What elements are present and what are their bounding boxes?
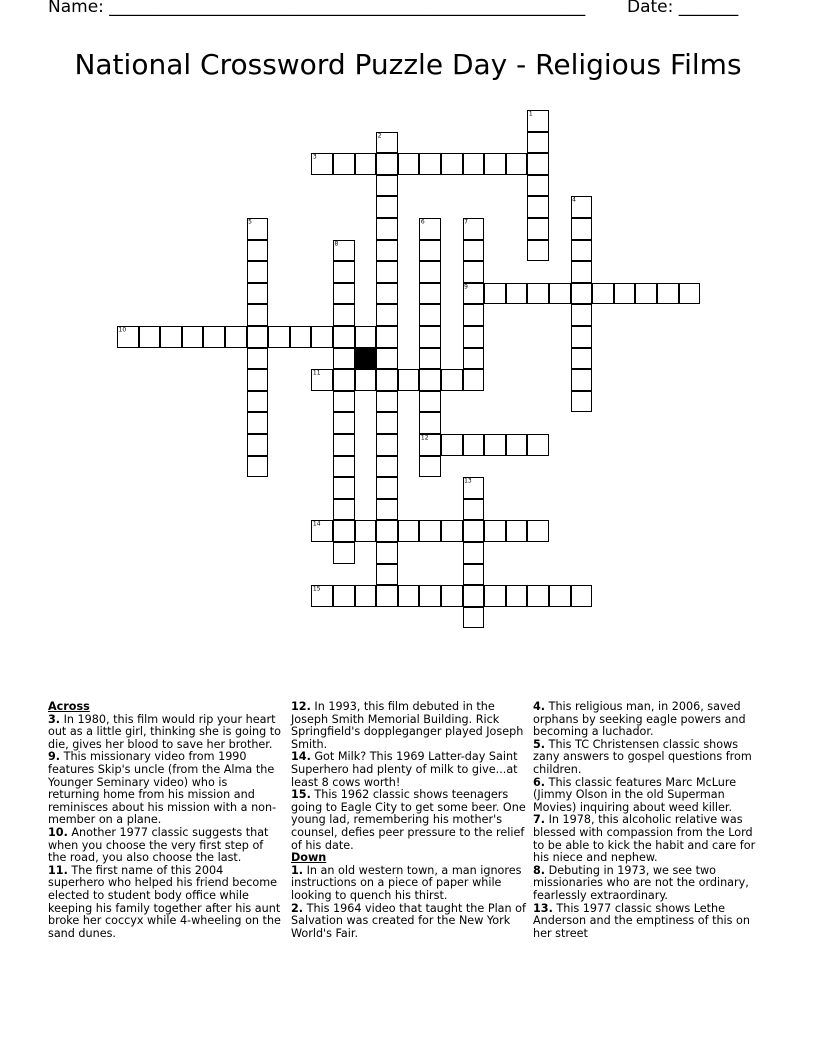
crossword-cell[interactable] <box>247 369 269 391</box>
crossword-cell[interactable] <box>333 585 355 607</box>
crossword-cell[interactable] <box>571 391 593 413</box>
crossword-cell[interactable] <box>463 153 485 175</box>
crossword-cell[interactable] <box>506 585 528 607</box>
crossword-cell[interactable] <box>527 240 549 262</box>
crossword-cell[interactable] <box>247 240 269 262</box>
cell-number: 8 <box>334 240 339 248</box>
crossword-cell[interactable] <box>419 304 441 326</box>
crossword-cell[interactable] <box>333 304 355 326</box>
cell-number: 7 <box>464 218 468 226</box>
cell-number: 10 <box>118 326 127 334</box>
crossword-cell[interactable] <box>571 304 593 326</box>
crossword-cell[interactable] <box>376 412 398 434</box>
crossword-cell[interactable] <box>333 542 355 564</box>
crossword-cell[interactable] <box>268 326 290 348</box>
clue-across-15: 15. This 1962 classic shows teenagers going to Eagle City to get some beer. One young lad, remembering his mother's counsel, defies peer pressure to the relief of his date. <box>291 788 526 852</box>
clue-down-5: 5. This TC Christensen classic shows zany answers to gospel questions from children. <box>533 737 752 776</box>
cell-number: 3 <box>312 153 317 161</box>
cell-number: 15 <box>312 585 321 593</box>
crossword-cell[interactable] <box>614 283 636 305</box>
crossword-cell[interactable] <box>247 348 269 370</box>
cell-number: 1 <box>528 110 533 118</box>
crossword-cell[interactable] <box>506 434 528 456</box>
crossword-cell[interactable] <box>225 326 247 348</box>
crossword-cell[interactable] <box>376 326 398 348</box>
crossword-cell[interactable] <box>376 240 398 262</box>
cell-number: 4 <box>572 196 576 204</box>
clue-across-10: 10. Another 1977 classic suggests that when you choose the very first step of the road, you also choose the last. <box>48 825 269 865</box>
crossword-cell[interactable] <box>506 283 528 305</box>
crossword-cell[interactable] <box>549 585 571 607</box>
crossword-cell[interactable] <box>333 456 355 478</box>
crossword-cell[interactable] <box>333 326 355 348</box>
crossword-cell[interactable] <box>376 348 398 370</box>
crossword-cell[interactable] <box>506 153 528 175</box>
crossword-cell[interactable] <box>484 585 506 607</box>
black-square <box>355 348 377 370</box>
cell-number: 5 <box>248 218 252 226</box>
crossword-cell[interactable] <box>419 240 441 262</box>
crossword-cell[interactable] <box>376 456 398 478</box>
crossword-cell[interactable] <box>333 412 355 434</box>
crossword-cell[interactable] <box>527 283 549 305</box>
crossword-cell[interactable] <box>419 326 441 348</box>
crossword-cell[interactable] <box>333 153 355 175</box>
crossword-cell[interactable] <box>419 585 441 607</box>
cell-number: 2 <box>377 132 382 140</box>
crossword-cell[interactable] <box>419 283 441 305</box>
clue-down-6: 6. This classic features Marc McLure (Jimmy Olson in the old Superman Movies) inquiring about weed killer. <box>533 775 737 814</box>
clue-down-1: 1. In an old western town, a man ignores instructions on a piece of paper while looking to quench his thirst. <box>291 863 522 902</box>
crossword-cell[interactable] <box>441 520 463 542</box>
clue-down-4: 4. This religious man, in 2006, saved orphans by seeking eagle powers and becoming a luchador. <box>533 700 746 739</box>
crossword-cell[interactable] <box>333 477 355 499</box>
crossword-cell[interactable] <box>376 520 398 542</box>
crossword-cell[interactable] <box>484 520 506 542</box>
crossword-cell[interactable] <box>592 283 614 305</box>
crossword-cell[interactable] <box>419 391 441 413</box>
crossword-cell[interactable] <box>333 434 355 456</box>
crossword-cell[interactable] <box>571 240 593 262</box>
cell-number: 13 <box>464 477 472 485</box>
crossword-cell[interactable] <box>419 261 441 283</box>
crossword-cell[interactable] <box>484 153 506 175</box>
crossword-cell[interactable] <box>419 348 441 370</box>
cell-number: 14 <box>312 520 321 528</box>
crossword-cell[interactable] <box>463 348 485 370</box>
crossword-cell[interactable] <box>527 132 549 154</box>
crossword-cell[interactable] <box>506 520 528 542</box>
cell-number: 11 <box>312 369 321 377</box>
crossword-cell[interactable] <box>376 175 398 197</box>
crossword-cell[interactable] <box>376 196 398 218</box>
crossword-cell[interactable] <box>290 326 312 348</box>
crossword-cell[interactable] <box>247 456 269 478</box>
crossword-cell[interactable] <box>376 585 398 607</box>
clue-across-9: 9. This missionary video from 1990 features Skip's uncle (from the Alma the Younger Seminary video) who is returning home from his mission and reminisces about his mission with a non-member on a plane. <box>48 750 277 827</box>
crossword-cell[interactable] <box>376 499 398 521</box>
crossword-cell[interactable] <box>635 283 657 305</box>
clue-across-3: 3. In 1980, this film would rip your heart out as a little girl, thinking she is going to die, gives her blood to save her brother. <box>48 712 281 751</box>
crossword-cell[interactable] <box>160 326 182 348</box>
crossword-cell[interactable] <box>419 369 441 391</box>
crossword-cell[interactable] <box>139 326 161 348</box>
crossword-cell[interactable] <box>398 520 420 542</box>
crossword-cell[interactable] <box>355 326 377 348</box>
crossword-cell[interactable] <box>247 391 269 413</box>
crossword-cell[interactable] <box>247 304 269 326</box>
crossword-cell[interactable] <box>355 520 377 542</box>
crossword-cell[interactable] <box>203 326 225 348</box>
crossword-cell[interactable] <box>247 261 269 283</box>
crossword-cell[interactable] <box>484 283 506 305</box>
crossword-cell[interactable] <box>527 434 549 456</box>
crossword-cell[interactable] <box>527 520 549 542</box>
crossword-cell[interactable] <box>333 369 355 391</box>
crossword-cell[interactable] <box>333 283 355 305</box>
crossword-cell[interactable] <box>247 326 269 348</box>
crossword-cell[interactable] <box>311 326 333 348</box>
crossword-cell[interactable] <box>419 153 441 175</box>
crossword-cell[interactable] <box>441 434 463 456</box>
crossword-cell[interactable] <box>463 520 485 542</box>
crossword-cell[interactable] <box>571 326 593 348</box>
crossword-cell[interactable] <box>571 283 593 305</box>
crossword-cell[interactable] <box>571 261 593 283</box>
crossword-cell[interactable] <box>182 326 204 348</box>
crossword-cell[interactable] <box>398 369 420 391</box>
clues-column-2 <box>291 701 528 940</box>
cell-number: 12 <box>420 434 429 442</box>
clue-down-7: 7. In 1978, this alcoholic relative was blessed with compassion from the Lord to be able to kick the habit and care for his niece and nephew. <box>533 813 756 865</box>
crossword-cell[interactable] <box>355 585 377 607</box>
clue-down-13: 13. This 1977 classic shows Lethe Anderson and the emptiness of this on her street <box>533 901 750 940</box>
crossword-cell[interactable] <box>441 153 463 175</box>
clue-down-8: 8. Debuting in 1973, we see two missionaries who are not the ordinary, fearlessly extraordinary. <box>533 863 749 902</box>
crossword-cell[interactable] <box>376 391 398 413</box>
crossword-cell[interactable] <box>398 585 420 607</box>
crossword-cell[interactable] <box>463 304 485 326</box>
crossword-cell[interactable] <box>484 434 506 456</box>
crossword-cell[interactable] <box>463 369 485 391</box>
across-heading: Across <box>48 700 90 713</box>
crossword-cell[interactable] <box>376 434 398 456</box>
crossword-cell[interactable] <box>463 326 485 348</box>
date-line: Date: _______ <box>627 0 739 17</box>
name-line: Name: ________________________________________________________ <box>48 0 586 17</box>
down-heading: Down <box>291 851 327 865</box>
cell-number: 6 <box>420 218 425 226</box>
clues-column-1 <box>48 701 282 940</box>
crossword-cell[interactable] <box>247 412 269 434</box>
puzzle-title: National Crossword Puzzle Day - Religious Films <box>74 48 742 81</box>
crossword-cell[interactable] <box>463 564 485 586</box>
clue-across-12: 12. In 1993, this film debuted in the Joseph Smith Memorial Building. Rick Springfield's doppleganger played Joseph Smith. <box>291 700 524 751</box>
crossword-cell[interactable] <box>571 369 593 391</box>
crossword-cell[interactable] <box>527 175 549 197</box>
crossword-cell[interactable] <box>679 283 701 305</box>
crossword-cell[interactable] <box>571 585 593 607</box>
crossword-cell[interactable] <box>355 369 377 391</box>
crossword-cell[interactable] <box>549 283 571 305</box>
crossword-cell[interactable] <box>419 520 441 542</box>
crossword-cell[interactable] <box>441 369 463 391</box>
crossword-cell[interactable] <box>463 542 485 564</box>
crossword-cell[interactable] <box>571 218 593 240</box>
clue-across-14: 14. Got Milk? This 1969 Latter-day Saint Superhero had plenty of milk to give...at least 8 cows worth! <box>291 750 518 789</box>
crossword-cell[interactable] <box>419 456 441 478</box>
crossword-cell[interactable] <box>247 283 269 305</box>
crossword-cell[interactable] <box>463 261 485 283</box>
crossword-cell[interactable] <box>571 348 593 370</box>
crossword-cell[interactable] <box>247 434 269 456</box>
clues-column-3 <box>533 701 767 940</box>
crossword-cell[interactable] <box>376 304 398 326</box>
crossword-cell[interactable] <box>333 348 355 370</box>
crossword-cell[interactable] <box>333 499 355 521</box>
crossword-cell[interactable] <box>376 261 398 283</box>
crossword-cell[interactable] <box>376 477 398 499</box>
crossword-cell[interactable] <box>441 585 463 607</box>
crossword-cell[interactable] <box>333 261 355 283</box>
crossword-cell[interactable] <box>333 391 355 413</box>
clue-down-2: 2. This 1964 video that taught the Plan of Salvation was created for the New York World's Fair. <box>291 901 526 940</box>
crossword-cell[interactable] <box>527 585 549 607</box>
crossword-cell[interactable] <box>398 153 420 175</box>
crossword-cell[interactable] <box>376 218 398 240</box>
crossword-cell[interactable] <box>463 499 485 521</box>
crossword-cell[interactable] <box>527 153 549 175</box>
crossword-cell[interactable] <box>333 520 355 542</box>
crossword-cell[interactable] <box>376 283 398 305</box>
crossword-cell[interactable] <box>527 196 549 218</box>
crossword-cell[interactable] <box>376 153 398 175</box>
crossword-cell[interactable] <box>376 542 398 564</box>
crossword-cell[interactable] <box>463 434 485 456</box>
crossword-cell[interactable] <box>355 153 377 175</box>
crossword-cell[interactable] <box>376 369 398 391</box>
crossword-cell[interactable] <box>463 585 485 607</box>
crossword-cell[interactable] <box>527 218 549 240</box>
crossword-cell[interactable] <box>419 412 441 434</box>
crossword-cell[interactable] <box>376 564 398 586</box>
clue-across-11: 11. The first name of this 2004 superhero who helped his friend become elected to student body office while keeping his family together after his aunt broke her coccyx while 4-wheeling on the sand dunes. <box>48 863 281 940</box>
cell-number: 9 <box>464 283 468 291</box>
crossword-cell[interactable] <box>463 607 485 629</box>
crossword-cell[interactable] <box>463 240 485 262</box>
crossword-cell[interactable] <box>657 283 679 305</box>
